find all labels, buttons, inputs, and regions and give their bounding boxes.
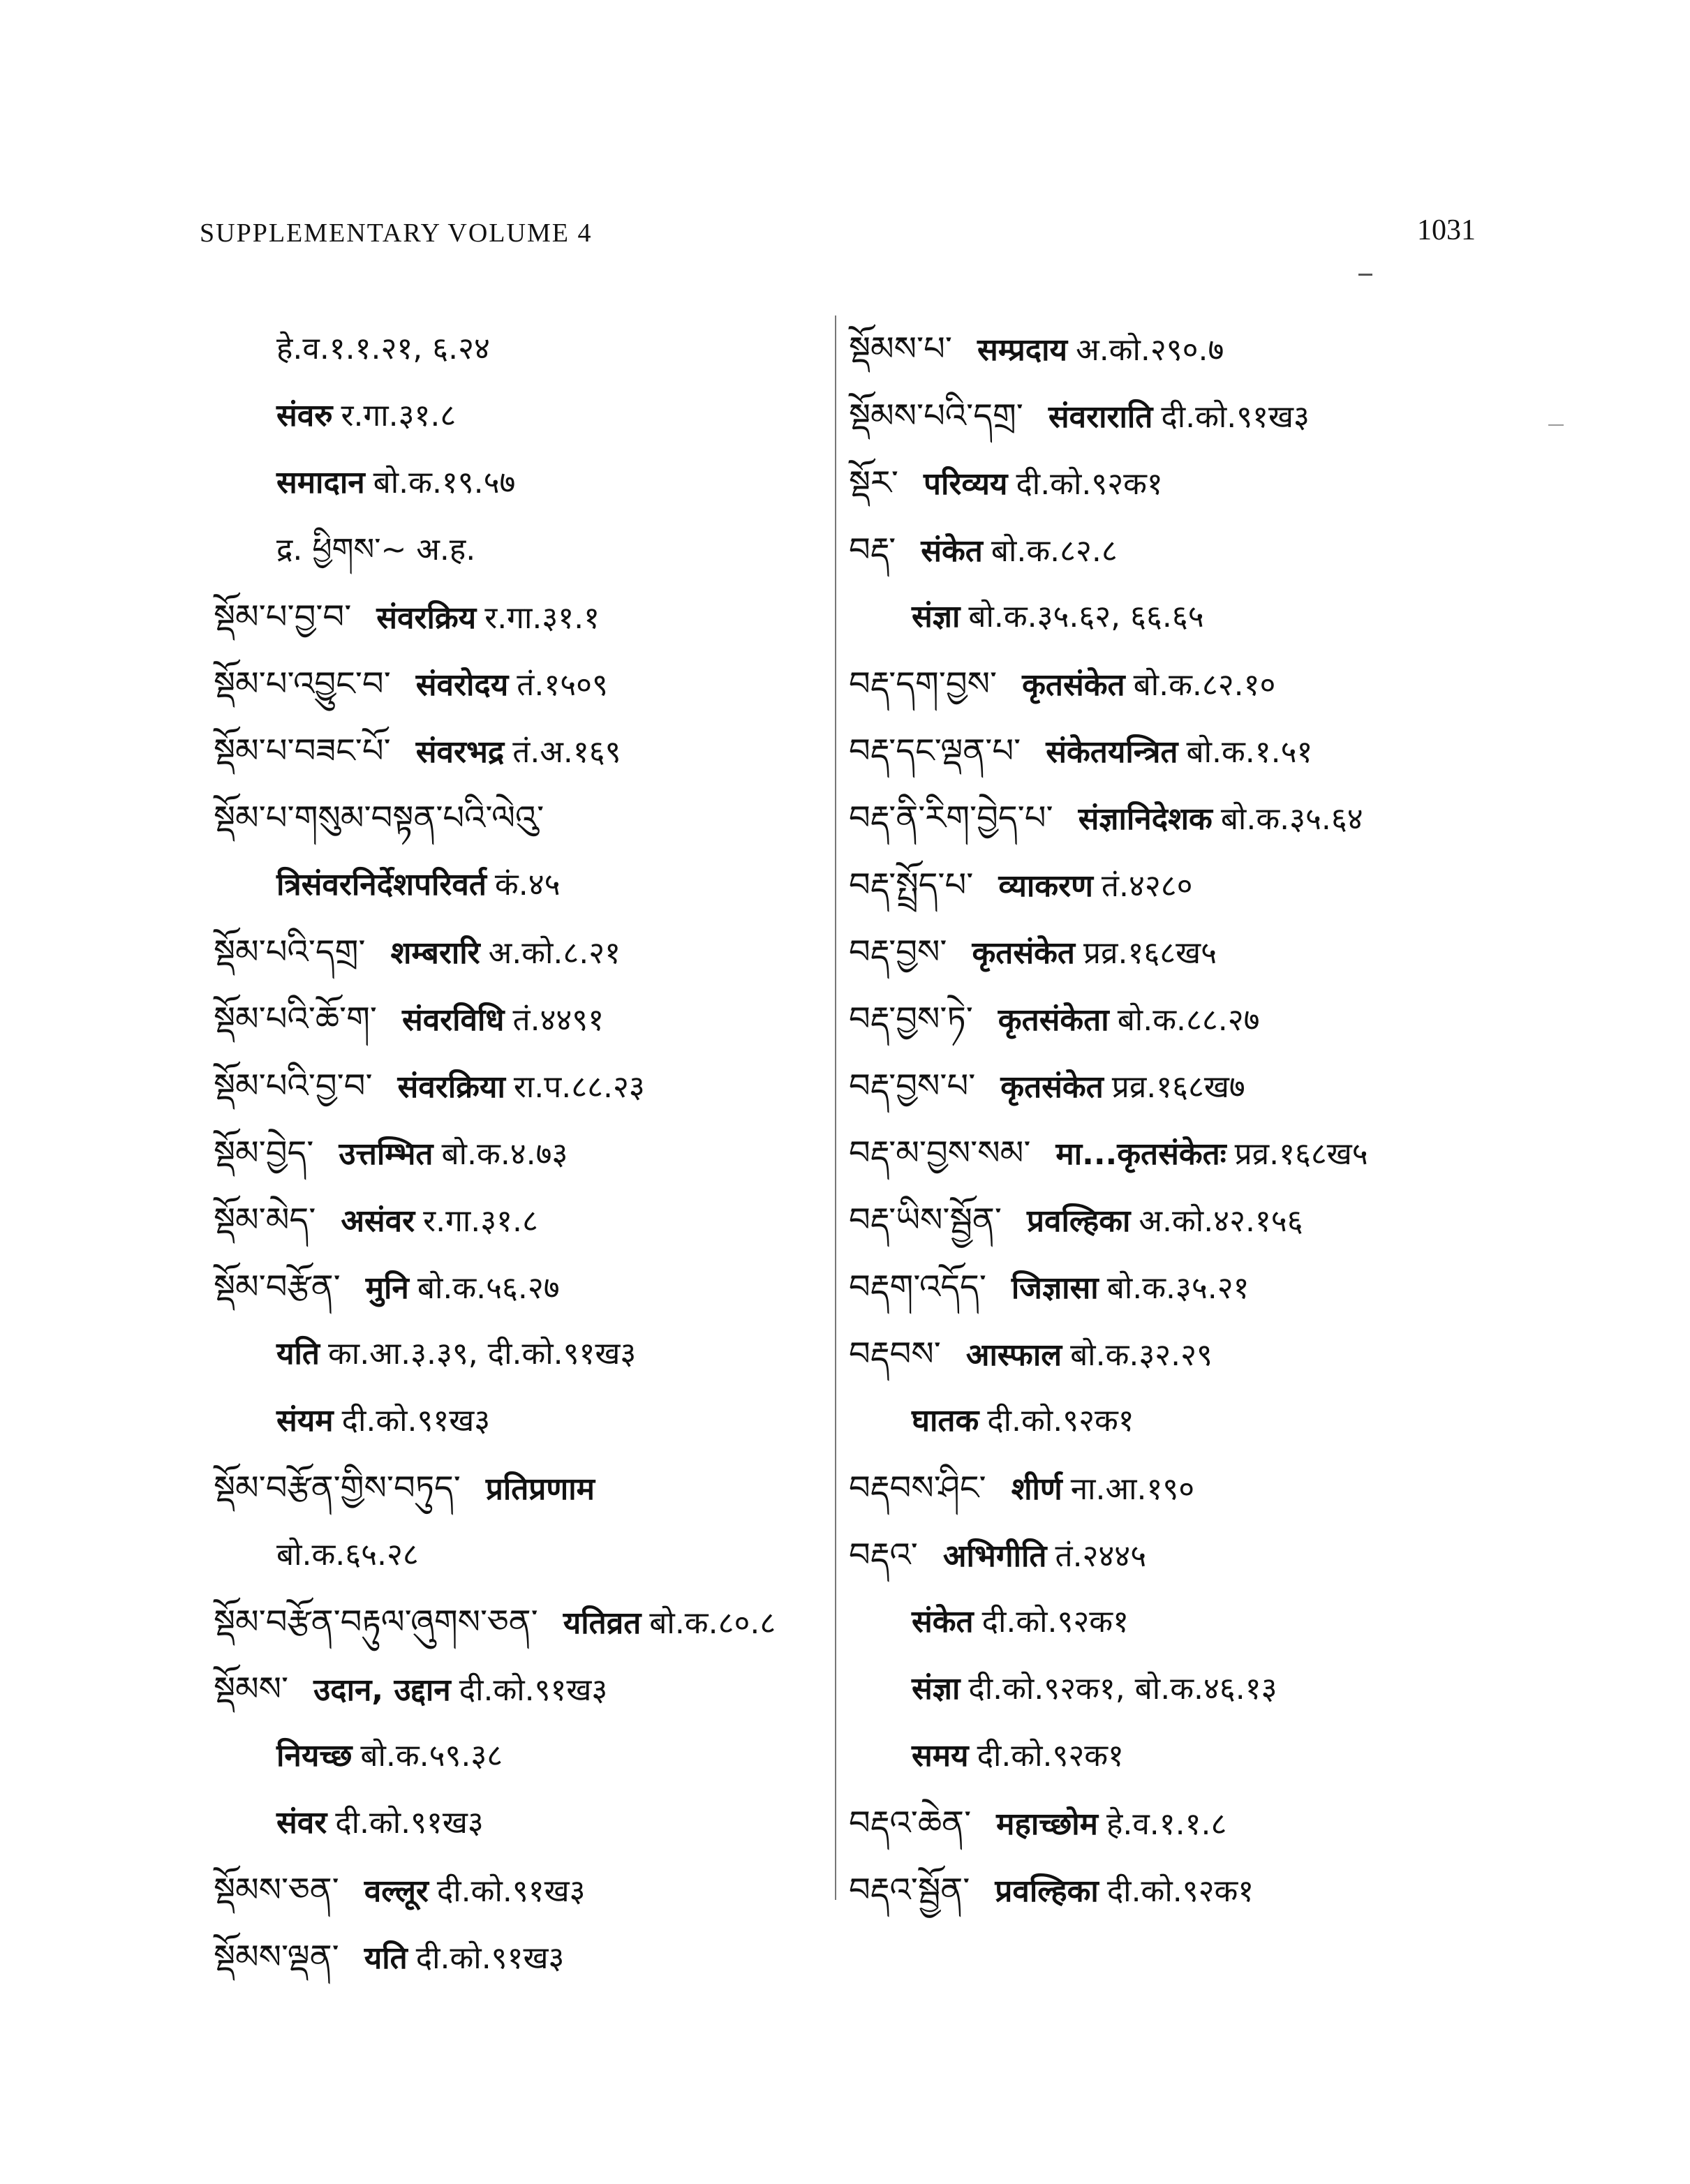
dictionary-entry — [849, 718, 1547, 785]
source-reference: बो.क.१९.५७ — [373, 465, 516, 500]
sanskrit-equivalent: उत्तम्भित — [339, 1136, 433, 1172]
dictionary-entry — [214, 1254, 828, 1321]
dictionary-entry — [214, 1455, 828, 1522]
dictionary-entry — [849, 382, 1547, 450]
source-reference: दी.को.९१ख३ — [341, 1403, 491, 1439]
tibetan-headword: བརྡ་ཡིས་སྦྱོན་ — [849, 1201, 1002, 1240]
source-reference: बो.क.१.५१ — [1186, 734, 1313, 770]
tibetan-headword: སྡོམས་ཅན་ — [214, 1871, 339, 1910]
source-reference: रा.प.८८.२३ — [513, 1069, 645, 1105]
tibetan-headword: སྡོམས་ — [214, 1670, 289, 1709]
column-divider — [835, 315, 836, 1900]
dictionary-entry — [849, 584, 1547, 651]
source-reference: बो.क.४.७३ — [441, 1136, 568, 1172]
source-reference: दी.को.९२क१ — [987, 1403, 1134, 1439]
source-reference: दी.को.९२क१ — [1016, 466, 1163, 502]
dictionary-entry — [849, 450, 1547, 517]
tibetan-headword: བརྡའ་ — [849, 1536, 918, 1575]
dictionary-entry — [214, 382, 828, 450]
sanskrit-equivalent: संकेत — [912, 1604, 974, 1640]
sanskrit-equivalent: मुनि — [365, 1270, 409, 1306]
tibetan-headword: བརྡ་དག་བྱས་ — [849, 664, 998, 704]
tibetan-headword: སྡོམ་བརྩོན་ — [214, 1268, 341, 1307]
dictionary-entry — [849, 1455, 1547, 1522]
dictionary-entry — [214, 450, 828, 517]
tibetan-headword: སྡོམ་པ་བྱ་བ་ — [214, 597, 352, 637]
dictionary-entry — [214, 718, 828, 785]
sanskrit-equivalent: कृतसंकेत — [972, 935, 1075, 971]
dictionary-entry — [214, 584, 828, 651]
dictionary-entry — [849, 517, 1547, 584]
source-reference: दी.को.९२क१ — [1106, 1873, 1254, 1909]
sanskrit-equivalent: मा...कृतसंकेतः — [1055, 1136, 1226, 1172]
sanskrit-equivalent: यति — [276, 1336, 320, 1372]
source-reference: ना.आ.१९० — [1070, 1471, 1195, 1507]
dictionary-entry — [849, 1857, 1547, 1924]
scan-mark — [1358, 274, 1372, 276]
sanskrit-equivalent: संज्ञा — [912, 1671, 961, 1707]
running-header-title: SUPPLEMENTARY VOLUME 4 — [200, 218, 593, 248]
source-reference: दी.को.९१ख३ — [335, 1805, 484, 1841]
source-reference: दी.को.९२क१ — [981, 1604, 1129, 1640]
dictionary-entry — [214, 1589, 828, 1656]
dictionary-entry — [849, 315, 1547, 382]
dictionary-entry — [214, 1723, 828, 1790]
sanskrit-equivalent: महाच्छोम — [996, 1806, 1098, 1842]
dictionary-entry — [849, 1254, 1547, 1321]
sanskrit-equivalent: संवरु — [276, 398, 333, 433]
sanskrit-equivalent: संवरभद्र — [415, 734, 505, 770]
tibetan-headword: བརྡ་སྤྲོད་པ་ — [849, 866, 974, 905]
source-reference: अ.को.८.२१ — [488, 935, 621, 971]
sanskrit-equivalent: नियच्छ — [276, 1738, 353, 1774]
tibetan-headword: སྡོམ་པ་འབྱུང་བ་ — [214, 664, 391, 704]
sanskrit-equivalent: घातक — [912, 1403, 979, 1439]
dictionary-entry — [214, 1187, 828, 1254]
tibetan-headword: བརྡའ་སྦྱོན་ — [849, 1871, 970, 1910]
sanskrit-equivalent: अभिगीति — [942, 1538, 1047, 1574]
sanskrit-equivalent: संज्ञानिदेशक — [1078, 801, 1213, 837]
sanskrit-equivalent: त्रिसंवरनिर्देशपरिवर्त — [276, 867, 487, 902]
source-reference: दी.को.९२क१, बो.क.४६.१३ — [968, 1671, 1277, 1707]
tibetan-headword: སྡོམས་ལྡན་ — [214, 1938, 339, 1977]
tibetan-headword: སྡོམ་པ་བཟང་པོ་ — [214, 731, 391, 771]
sanskrit-equivalent: कृतसंकेत — [1022, 667, 1125, 703]
scan-mark — [1548, 424, 1564, 426]
tibetan-headword: སྡོམས་པ་ — [849, 329, 952, 369]
source-reference: बो.क.५६.२७ — [417, 1270, 560, 1306]
sanskrit-equivalent: यतिव्रत — [563, 1605, 642, 1641]
source-reference: अ.को.४२.१५६ — [1139, 1203, 1303, 1239]
tibetan-headword: བརྡ་བྱས་ཏེ་ — [849, 1000, 973, 1039]
sanskrit-equivalent: प्रवल्हिका — [1026, 1203, 1131, 1239]
sanskrit-equivalent: सम्प्रदाय — [977, 332, 1068, 368]
source-reference: प्रव्र.१६८ख५ — [1234, 1136, 1368, 1172]
dictionary-entry — [214, 1522, 828, 1589]
dictionary-entry — [849, 1120, 1547, 1187]
dictionary-entry — [849, 1790, 1547, 1857]
sanskrit-equivalent: संवरक्रिय — [376, 600, 477, 636]
source-reference: दी.को.९१ख३ — [459, 1672, 608, 1708]
sanskrit-equivalent: संकेतयन्त्रित — [1046, 734, 1178, 770]
tibetan-headword: སྡོམས་པའི་དགྲ་ — [849, 396, 1023, 436]
tibetan-headword: བརྡ་དང་ལྡན་པ་ — [849, 731, 1021, 771]
tibetan-headword: སྡོམ་བརྩོན་བརྟུལ་ཞུགས་ཅན་ — [214, 1603, 538, 1642]
left-column — [214, 315, 828, 1991]
dictionary-entry — [849, 1522, 1547, 1589]
dictionary-entry — [849, 1723, 1547, 1790]
sanskrit-equivalent: प्रतिप्रणाम — [485, 1471, 595, 1507]
dictionary-entry — [849, 785, 1547, 852]
sanskrit-equivalent: परिव्यय — [923, 466, 1008, 502]
source-reference: प्रव्र.१६८ख५ — [1083, 935, 1217, 971]
dictionary-entry — [849, 651, 1547, 718]
sanskrit-equivalent: संज्ञा — [912, 599, 961, 634]
dictionary-entry — [214, 517, 828, 584]
tibetan-headword: སྡོམ་བྱེད་ — [214, 1134, 314, 1173]
source-reference: द्र. ཕྱིགས་~ अ.ह. — [276, 532, 476, 567]
tibetan-headword: བརྡབས་ཤིང་ — [849, 1469, 986, 1508]
dictionary-entry — [214, 1857, 828, 1924]
source-reference: बो.क.८८.२७ — [1117, 1002, 1260, 1038]
dictionary-entry — [849, 852, 1547, 919]
tibetan-headword: བརྡ་མ་བྱས་སམ་ — [849, 1134, 1031, 1173]
dictionary-entry — [214, 919, 828, 986]
source-reference: बो.क.८२.८ — [991, 533, 1118, 569]
source-reference: र.गा.३१.८ — [341, 398, 457, 433]
sanskrit-equivalent: संवरोदय — [415, 667, 509, 703]
sanskrit-equivalent: संकेत — [921, 533, 983, 569]
source-reference: बो.क.६५.२८ — [276, 1537, 419, 1573]
tibetan-headword: སྡོམ་མེད་ — [214, 1201, 316, 1240]
dictionary-entry — [849, 1656, 1547, 1723]
source-reference: हे.व.१.१.८ — [1106, 1806, 1227, 1842]
source-reference: बो.क.३२.२९ — [1070, 1337, 1213, 1373]
dictionary-entry — [214, 1790, 828, 1857]
tibetan-headword: སྡོམ་བརྩོན་གྱིས་བཏུད་ — [214, 1469, 461, 1508]
sanskrit-equivalent: समय — [912, 1738, 969, 1774]
sanskrit-equivalent: कृतसंकेत — [1000, 1069, 1104, 1105]
source-reference: र.गा.३१.८ — [423, 1203, 538, 1239]
sanskrit-equivalent: संवर — [276, 1805, 327, 1841]
source-reference: तं.१५०९ — [517, 667, 608, 703]
sanskrit-equivalent: व्याकरण — [998, 868, 1093, 904]
tibetan-headword: བརྡ་བྱས་པ་ — [849, 1067, 976, 1106]
dictionary-entry — [214, 1656, 828, 1723]
source-reference: तं.४४९१ — [512, 1002, 605, 1038]
sanskrit-equivalent: संवरविधि — [401, 1002, 505, 1038]
dictionary-entry — [849, 1589, 1547, 1656]
source-reference: तं.अ.१६९ — [512, 734, 621, 770]
tibetan-headword: བརྡ་ནི་རིག་བྱེད་པ་ — [849, 798, 1053, 838]
tibetan-headword: སྡོམ་པའི་ཆོ་ག་ — [214, 1000, 377, 1039]
tibetan-headword: སྡོམ་པ་གསུམ་བསྟན་པའི་ལེའུ་ — [214, 798, 544, 838]
source-reference: कं.४५ — [494, 867, 561, 902]
sanskrit-equivalent: समादान — [276, 465, 365, 500]
sanskrit-equivalent: शीर्ण — [1011, 1471, 1062, 1507]
source-reference: दी.को.९१ख३ — [1161, 399, 1310, 435]
sanskrit-equivalent: कृतसंकेता — [998, 1002, 1109, 1038]
dictionary-entry — [214, 1388, 828, 1455]
sanskrit-equivalent: वल्लूर — [364, 1873, 429, 1909]
tibetan-headword: སྡོམ་པའི་བྱ་བ་ — [214, 1067, 373, 1106]
dictionary-entry — [849, 986, 1547, 1053]
source-reference: हे.व.१.१.२१, ६.२४ — [276, 331, 490, 366]
source-reference: बो.क.५९.३८ — [360, 1738, 503, 1774]
sanskrit-equivalent: जिज्ञासा — [1011, 1270, 1099, 1306]
sanskrit-equivalent: संवरक्रिया — [397, 1069, 505, 1105]
dictionary-entry — [849, 1053, 1547, 1120]
source-reference: का.आ.३.३९, दी.को.९१ख३ — [328, 1336, 637, 1372]
sanskrit-equivalent: संयम — [276, 1403, 334, 1439]
dictionary-entry — [214, 785, 828, 852]
dictionary-entry — [214, 1120, 828, 1187]
sanskrit-equivalent: असंवर — [341, 1203, 415, 1239]
source-reference: तं.४२८० — [1101, 868, 1193, 904]
source-reference: प्रव्र.१६८ख७ — [1111, 1069, 1245, 1105]
dictionary-entry — [849, 1187, 1547, 1254]
tibetan-headword: བརྡག་འདོད་ — [849, 1268, 986, 1307]
source-reference: अ.को.२९०.७ — [1076, 332, 1224, 368]
source-reference: बो.क.८०.८ — [649, 1605, 776, 1641]
right-column — [849, 315, 1547, 1924]
dictionary-entry — [849, 919, 1547, 986]
dictionary-entry — [214, 986, 828, 1053]
sanskrit-equivalent: प्रवल्हिका — [995, 1873, 1099, 1909]
sanskrit-equivalent: संवराराति — [1048, 399, 1153, 435]
tibetan-headword: བརྡབས་ — [849, 1335, 941, 1374]
dictionary-entry — [214, 852, 828, 919]
source-reference: दी.को.९१ख३ — [415, 1940, 565, 1976]
tibetan-headword: བརྡ་ — [849, 530, 896, 570]
sanskrit-equivalent: आस्फाल — [965, 1337, 1062, 1373]
sanskrit-equivalent: उदान, उद्दान — [313, 1672, 451, 1708]
dictionary-entry — [214, 651, 828, 718]
dictionary-entry — [214, 1321, 828, 1388]
sanskrit-equivalent: यति — [364, 1940, 408, 1976]
sanskrit-equivalent: शम्बरारि — [390, 935, 480, 971]
tibetan-headword: བརྡ་བྱས་ — [849, 933, 947, 972]
source-reference: र.गा.३१.१ — [484, 600, 600, 636]
source-reference: बो.क.३५.६४ — [1220, 801, 1363, 837]
source-reference: दी.को.९२क१ — [977, 1738, 1124, 1774]
tibetan-headword: བརྡའ་ཆེན་ — [849, 1804, 972, 1843]
dictionary-entry — [849, 1321, 1547, 1388]
tibetan-headword: སྡོར་ — [849, 463, 898, 503]
source-reference: तं.२४४५ — [1055, 1538, 1147, 1574]
dictionary-entry — [214, 315, 828, 382]
source-reference: बो.क.८२.१० — [1133, 667, 1276, 703]
source-reference: बो.क.३५.६२, ६६.६५ — [968, 599, 1204, 634]
source-reference: दी.को.९१ख३ — [436, 1873, 586, 1909]
dictionary-entry — [849, 1388, 1547, 1455]
dictionary-entry — [214, 1053, 828, 1120]
source-reference: बो.क.३५.२१ — [1106, 1270, 1250, 1306]
dictionary-entry — [214, 1924, 828, 1991]
tibetan-headword: སྡོམ་པའི་དགྲ་ — [214, 933, 366, 972]
page-number: 1031 — [1417, 214, 1476, 246]
